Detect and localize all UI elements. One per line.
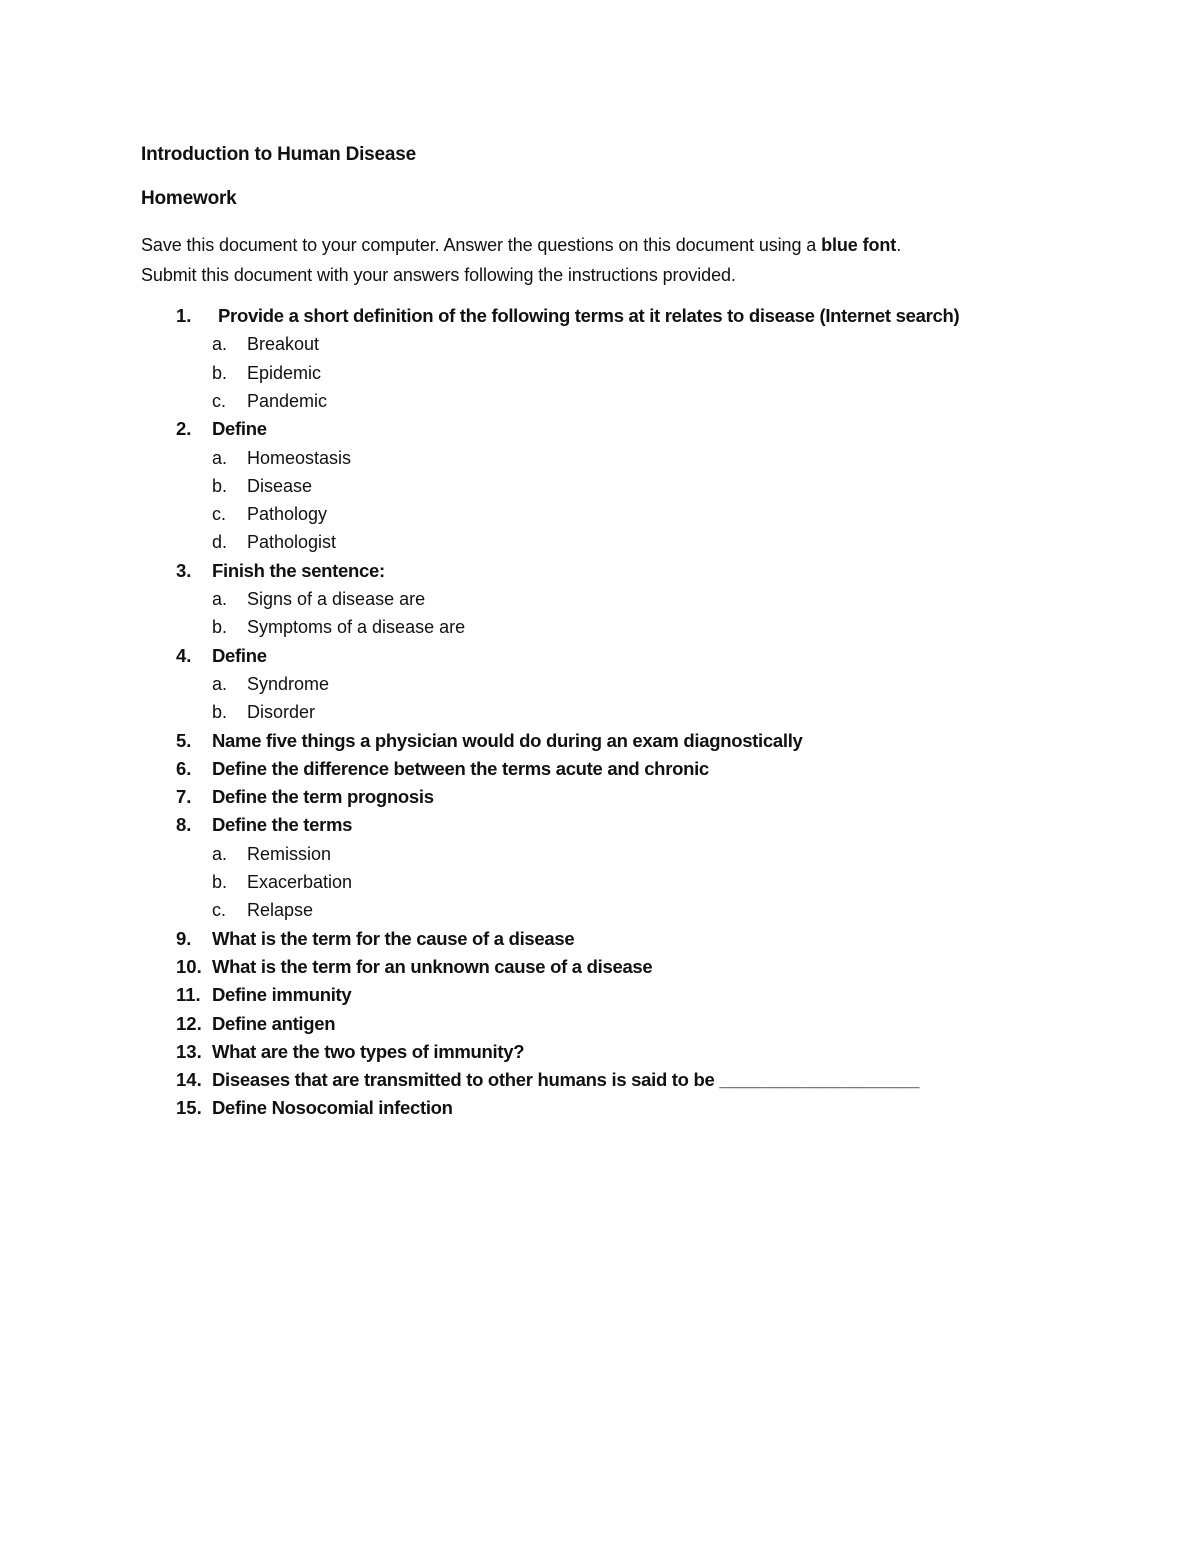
- document-subtitle: Homework: [141, 188, 237, 209]
- subitem-letter: b.: [212, 475, 228, 496]
- subitem-text: Signs of a disease are: [247, 589, 426, 609]
- question-text: Provide a short definition of the following terms at it relates to disease (Internet search): [218, 305, 960, 326]
- question-number: 3.: [176, 559, 192, 581]
- question-text: Finish the sentence:: [212, 559, 385, 581]
- subitem-letter: a.: [212, 589, 228, 609]
- instructions-text-start: Save this document to your computer. Answer the questions on this document using a: [141, 235, 822, 255]
- subitem-text: Breakout: [247, 334, 320, 355]
- subitem-letter: a.: [212, 843, 228, 864]
- subitem-letter: d.: [212, 532, 228, 553]
- question-number: 7.: [176, 786, 192, 808]
- question-number: 8.: [176, 814, 192, 836]
- question-number: 6.: [176, 757, 192, 779]
- subitem-letter: b.: [212, 872, 228, 892]
- question-text: What is the term for the cause of a disease: [212, 927, 575, 949]
- question-number: 12.: [176, 1012, 202, 1034]
- instructions-line-2: Submit this document with your answers following the instructions provided.: [141, 265, 736, 285]
- subitem-text: Pathology: [247, 504, 328, 525]
- subitem-letter: b.: [212, 362, 228, 383]
- question-text: Define: [212, 418, 267, 440]
- subitem-letter: c.: [212, 900, 227, 921]
- question-number: 10.: [176, 955, 202, 977]
- question-text: What are the two types of immunity?: [212, 1040, 525, 1062]
- question-number: 4.: [176, 644, 192, 666]
- subitem-letter: c.: [212, 390, 227, 411]
- subitem-letter: b.: [212, 617, 228, 638]
- question-number: 2.: [176, 418, 192, 440]
- subitem-letter: a.: [212, 673, 228, 694]
- subitem-text: Disease: [247, 475, 313, 496]
- question-text: Define immunity: [212, 984, 352, 1006]
- subitem-letter: a.: [212, 334, 228, 355]
- subitem-text: Relapse: [247, 900, 314, 921]
- subitem-text: Pathologist: [247, 532, 337, 553]
- subitem-letter: c.: [212, 504, 227, 525]
- subitem-text: Remission: [247, 843, 332, 864]
- question-text: Define the term prognosis: [212, 786, 434, 808]
- subitem-text: Epidemic: [247, 362, 322, 383]
- question-text: Define Nosocomial infection: [212, 1097, 453, 1119]
- question-number: 13.: [176, 1040, 202, 1062]
- question-text: Define the difference between the terms acute and chronic: [212, 757, 709, 779]
- subitem-text: Syndrome: [247, 673, 330, 694]
- question-text: What is the term for an unknown cause of a disease: [212, 955, 653, 977]
- subitem-text: Symptoms of a disease are: [247, 617, 466, 638]
- question-text: Diseases that are transmitted to other humans is said to be ____________________: [212, 1069, 920, 1091]
- question-number: 9.: [176, 927, 192, 949]
- question-number: 1.: [176, 305, 192, 326]
- subitem-letter: b.: [212, 702, 228, 723]
- subitem-text: Homeostasis: [247, 447, 352, 468]
- subitem-text: Disorder: [247, 702, 316, 723]
- question-text: Name five things a physician would do during an exam diagnostically: [212, 729, 803, 751]
- question-number: 11.: [176, 984, 201, 1006]
- question-text: Define: [212, 644, 267, 666]
- question-text: Define antigen: [212, 1012, 336, 1034]
- subitem-text: Exacerbation: [247, 872, 353, 892]
- instructions-text-end: .: [896, 235, 902, 255]
- subitem-letter: a.: [212, 447, 228, 468]
- subitem-text: Pandemic: [247, 390, 328, 411]
- question-number: 14.: [176, 1069, 202, 1091]
- question-number: 15.: [176, 1097, 202, 1119]
- question-number: 5.: [176, 729, 192, 751]
- question-text: Define the terms: [212, 814, 353, 836]
- document-title: Introduction to Human Disease: [141, 144, 417, 165]
- instructions-emphasis: blue font: [821, 235, 897, 255]
